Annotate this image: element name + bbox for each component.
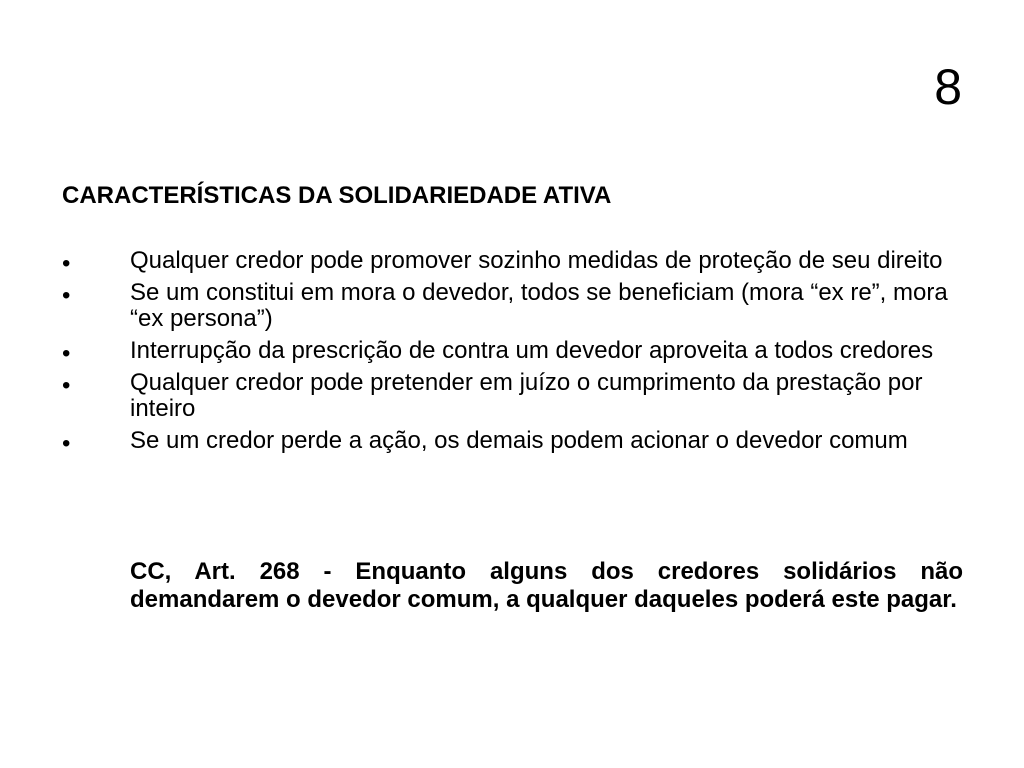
legal-article-note: CC, Art. 268 - Enquanto alguns dos credores solidários não demandarem o devedor comum, a qualquer daqueles poderá este pagar. [130,558,963,613]
bullet-text: Interrupção da prescrição de contra um devedor aproveita a todos credores [130,337,934,364]
bullet-text: Se um constitui em mora o devedor, todos se beneficiam (mora “ex re”, mora “ex persona”) [130,279,948,332]
bullet-item [0,280,1024,332]
bullet-icon: • [62,250,71,277]
bullet-text: Se um credor perde a ação, os demais podem acionar o devedor comum [130,427,908,454]
bullet-text: Qualquer credor pode pretender em juízo o cumprimento da prestação por inteiro [130,369,923,422]
bullet-text: Qualquer credor pode promover sozinho medidas de proteção de seu direito [130,247,943,274]
bullet-list [0,248,1024,460]
bullet-item [0,337,1024,367]
bullet-icon: • [62,340,71,367]
slide-number: 8 [934,59,962,115]
slide-heading: CARACTERÍSTICAS DA SOLIDARIEDADE ATIVA [62,182,612,209]
bullet-item [0,427,1024,457]
bullet-item [0,247,1024,277]
bullet-icon: • [62,372,71,399]
bullet-item [0,370,1024,422]
bullet-icon: • [62,282,71,309]
bullet-icon: • [62,430,71,457]
